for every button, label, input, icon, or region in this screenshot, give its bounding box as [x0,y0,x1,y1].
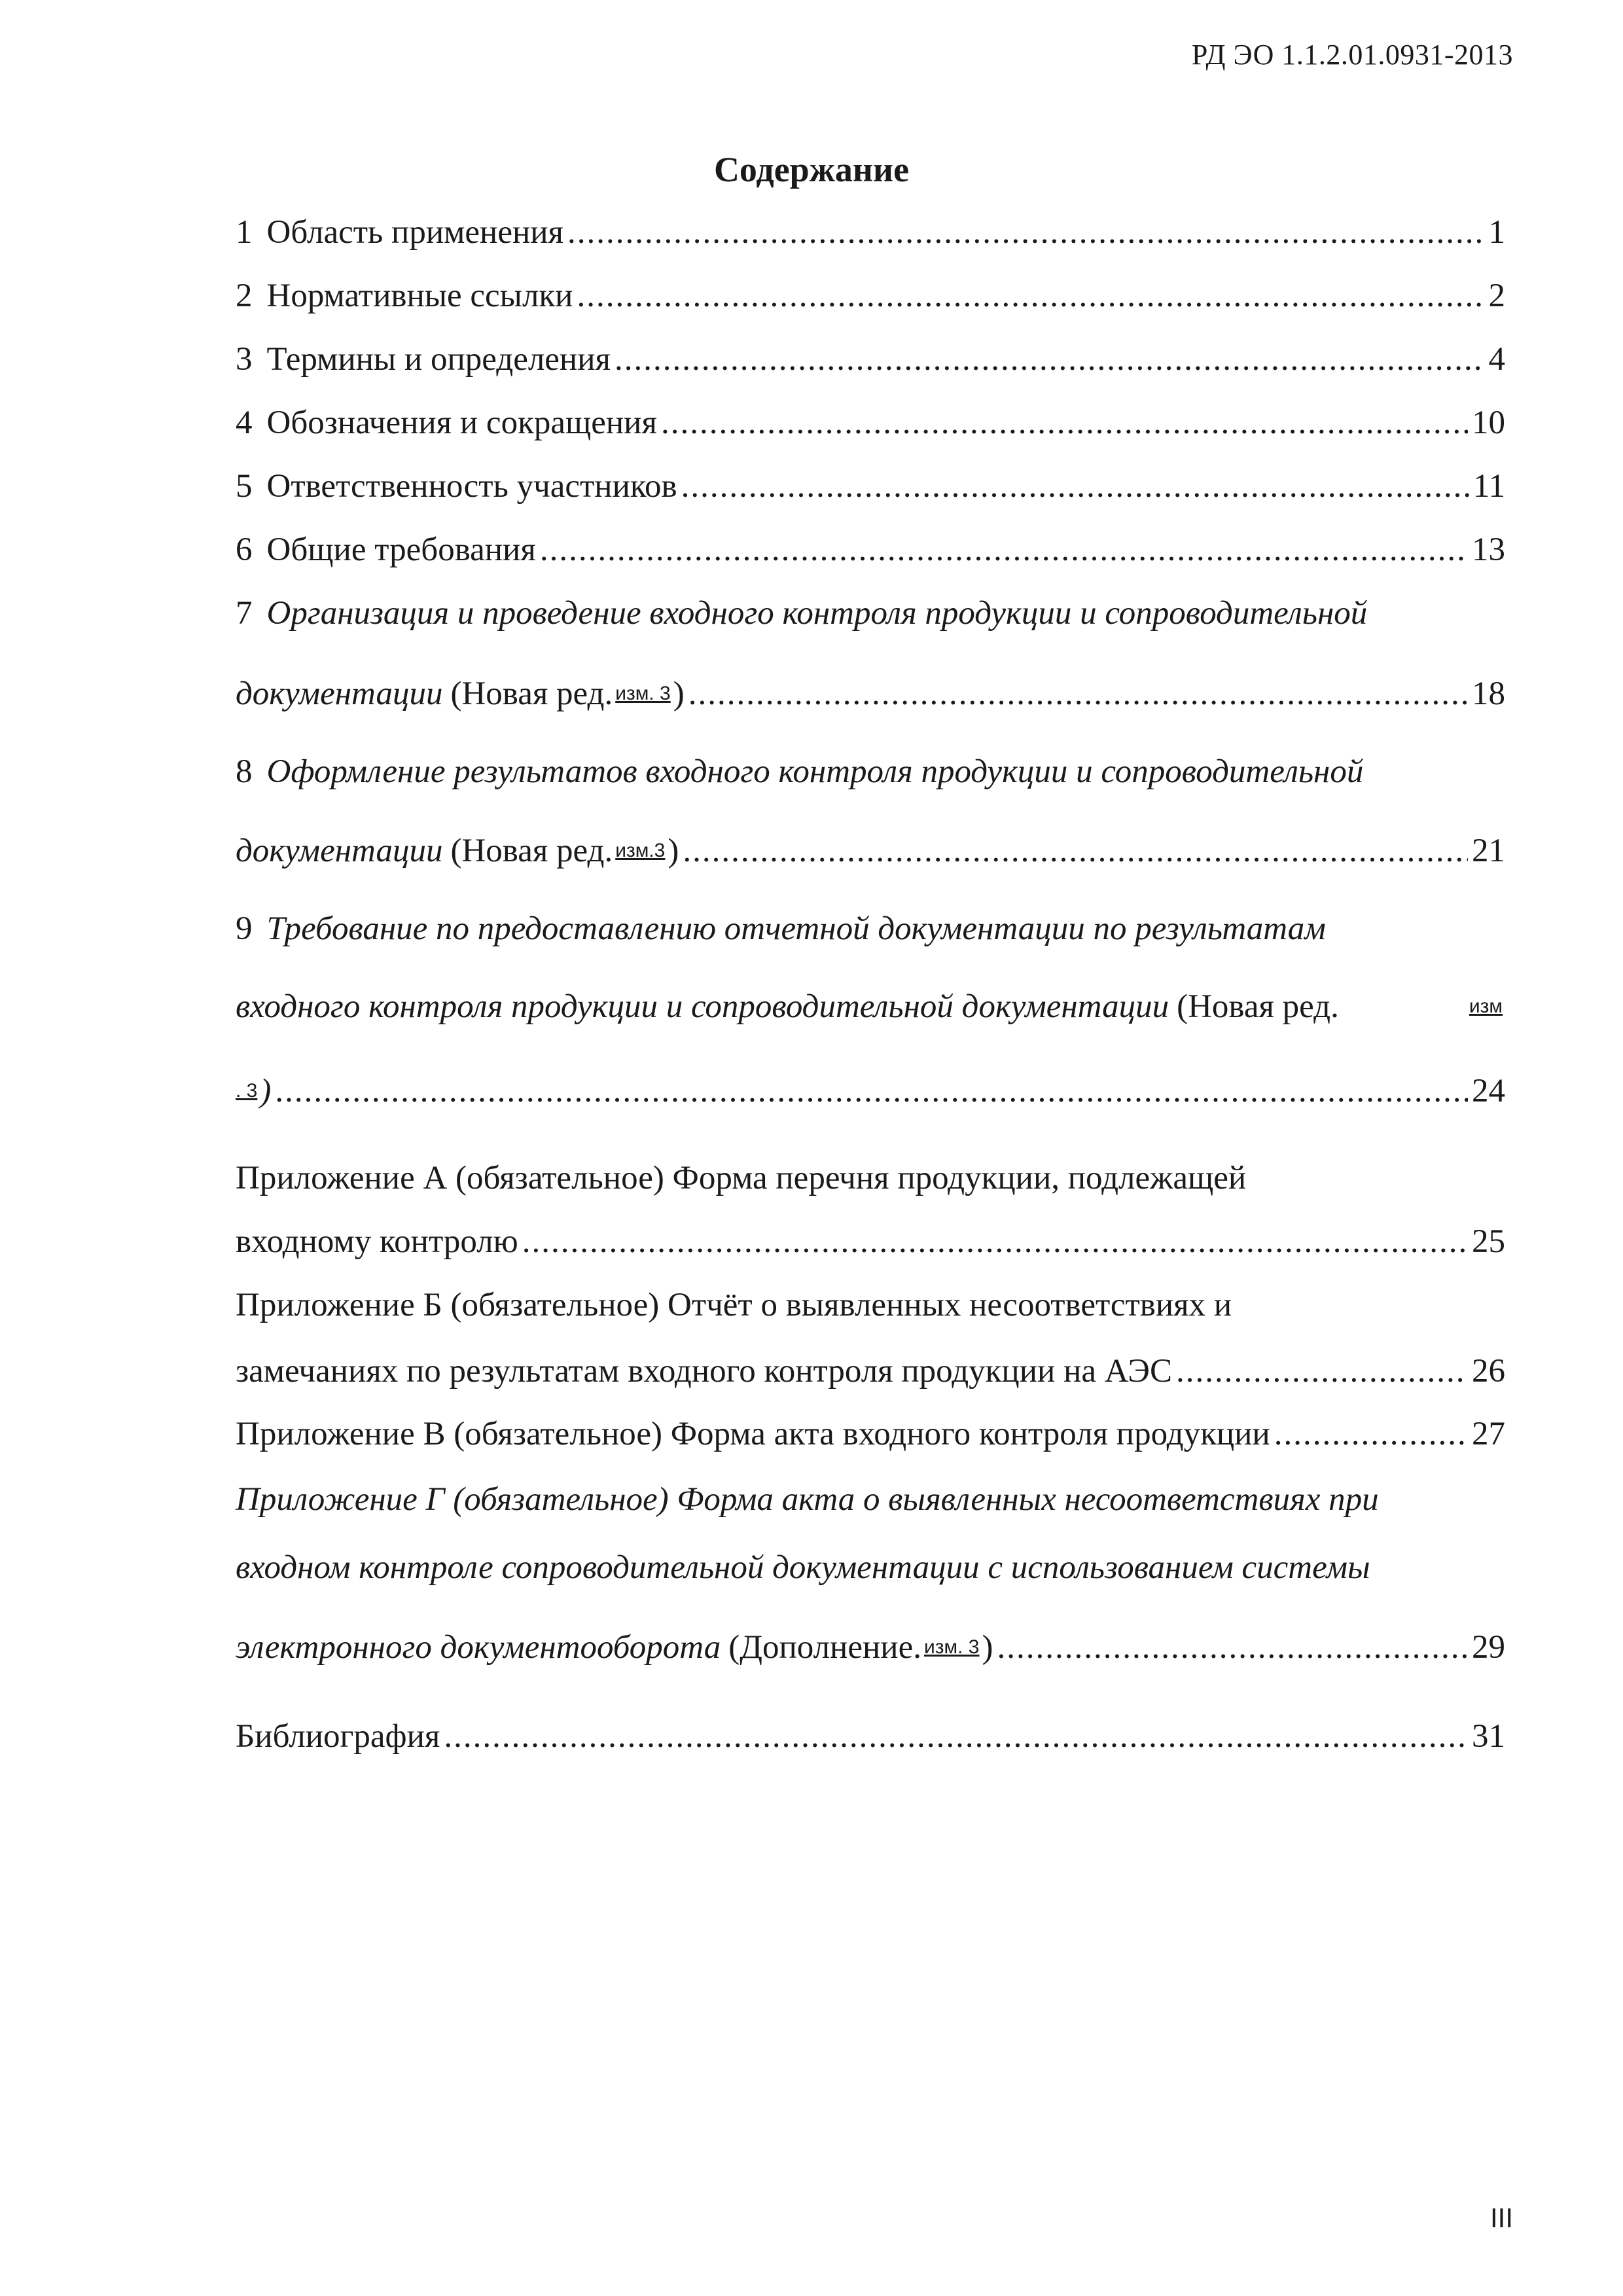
appendix-title-continued: входном контроле сопроводительной документации с использованием системы [236,1549,1370,1586]
revision-note: (Новая ред. [450,833,613,869]
toc-entry-6[interactable] [236,527,1505,573]
revision-note-close: ) [260,1073,272,1109]
toc-entry-page: 25 [1472,1223,1505,1260]
toc-entry-number: 5 [236,468,253,505]
appendix-title: Приложение А (обязательное) Форма перечня продукции, подлежащей [236,1160,1247,1196]
toc-entry-title: Область применения [266,214,563,251]
toc-entry-title: Обозначения и сокращения [266,404,657,441]
appendix-title-continued: входному контролю [236,1223,518,1260]
document-code: РД ЭО 1.1.2.01.0931-2013 [1191,39,1513,71]
toc-entry-page: 31 [1472,1718,1505,1755]
toc-entry-number: 4 [236,404,253,441]
toc-leader-dots [522,1219,1468,1265]
toc-bibliography[interactable] [236,1713,1505,1759]
toc-entry-page: 13 [1472,531,1505,568]
revision-note-close: ) [673,675,685,712]
toc-entry-page: 10 [1472,404,1505,441]
toc-entry-page: 18 [1472,675,1505,712]
toc-leader-dots [577,273,1484,319]
toc-entry-title: Ответственность участников [266,468,677,505]
toc-leader-dots [1274,1411,1468,1457]
toc-title: Содержание [713,150,910,189]
toc-entry-title-continued: документации [236,833,443,869]
revision-note-close: ) [668,833,679,869]
appendix-g-line2[interactable] [236,1545,1370,1590]
toc-entry-8-line2[interactable] [236,828,1505,874]
toc-entry-page: 29 [1472,1629,1505,1666]
appendix-g-line1[interactable] [236,1477,1379,1522]
appendix-b-line1[interactable] [236,1282,1232,1328]
toc-entry-9-line2 [236,984,1505,1030]
toc-leader-dots [688,671,1468,717]
toc-entry-8-line1[interactable] [236,749,1363,795]
toc-leader-dots [1176,1348,1468,1394]
toc-entry-number: 7 [236,595,253,632]
revision-note: (Новая ред. [450,675,613,712]
toc-entry-page: 4 [1488,341,1505,378]
toc-entry-7-line1[interactable] [236,590,1367,636]
appendix-a-line1[interactable] [236,1155,1246,1201]
toc-entry-2[interactable] [236,273,1505,319]
bibliography-title: Библиография [236,1718,440,1755]
toc-leader-dots [540,527,1468,573]
toc-leader-dots [615,336,1485,382]
appendix-v-line1[interactable] [236,1411,1505,1457]
toc-entry-page: 26 [1472,1353,1505,1390]
appendix-title: Приложение Б (обязательное) Отчёт о выявленных несоответствиях и [236,1287,1232,1323]
toc-entry-number: 9 [236,910,253,947]
toc-entry-page: 1 [1488,214,1505,251]
appendix-title-continued: замечаниях по результатам входного контроля продукции на АЭС [236,1353,1172,1390]
appendix-title: Приложение В (обязательное) Форма акта входного контроля продукции [236,1416,1270,1452]
toc-entry-3[interactable] [236,336,1505,382]
toc-entry-5[interactable] [236,463,1505,509]
toc-leader-dots [275,1068,1468,1114]
revision-reference[interactable]: изм. 3 [615,683,671,704]
toc-entry-title-continued: входного контроля продукции и сопроводительной документации [236,988,1169,1025]
toc-entry-9-line3[interactable] [236,1068,1505,1114]
toc-leader-dots [661,400,1468,446]
toc-entry-page: 27 [1472,1416,1505,1452]
revision-note-close: ) [982,1629,993,1666]
toc-entry-title: Термины и определения [266,341,611,378]
revision-reference[interactable]: изм. 3 [923,1636,980,1658]
toc-entry-page: 24 [1472,1073,1505,1109]
toc-leader-dots [444,1713,1468,1759]
toc-entry-7-line2[interactable] [236,671,1505,717]
appendix-title-continued: электронного документооборота [236,1629,721,1666]
revision-note: (Новая ред. [1177,988,1339,1025]
toc-entry-title: Организация и проведение входного контроля продукции и сопроводительной [266,595,1368,632]
toc-entry-number: 8 [236,753,253,790]
toc-entry-9-line1[interactable] [236,906,1326,952]
revision-reference-continued[interactable]: . 3 [236,1080,258,1102]
appendix-title: Приложение Г (обязательное) Форма акта о выявленных несоответствиях при [236,1481,1379,1518]
toc-entry-title-continued: документации [236,675,443,712]
page-number: III [1489,2202,1513,2233]
toc-entry-4[interactable] [236,400,1505,446]
toc-entry-title: Нормативные ссылки [266,278,573,314]
toc-entry-title: Общие требования [266,531,536,568]
toc-leader-dots [683,828,1468,874]
toc-entry-number: 2 [236,278,253,314]
revision-note: (Дополнение. [728,1629,921,1666]
toc-entry-title: Оформление результатов входного контроля продукции и сопроводительной [266,753,1364,790]
toc-entry-number: 3 [236,341,253,378]
revision-reference[interactable]: изм [1469,996,1503,1017]
revision-reference[interactable]: изм.3 [615,840,666,861]
toc-leader-dots [997,1624,1468,1670]
toc-leader-dots [567,209,1485,255]
toc-entry-1[interactable] [236,209,1505,255]
toc-entry-number: 1 [236,214,253,251]
toc-entry-title: Требование по предоставлению отчетной документации по результатам [266,910,1326,947]
toc-entry-number: 6 [236,531,253,568]
appendix-a-line2[interactable] [236,1219,1505,1265]
appendix-g-line3[interactable] [236,1624,1505,1670]
toc-leader-dots [681,463,1469,509]
toc-entry-page: 2 [1488,278,1505,314]
toc-entry-page: 21 [1472,833,1505,869]
appendix-b-line2[interactable] [236,1348,1505,1394]
toc-entry-page: 11 [1472,468,1505,505]
